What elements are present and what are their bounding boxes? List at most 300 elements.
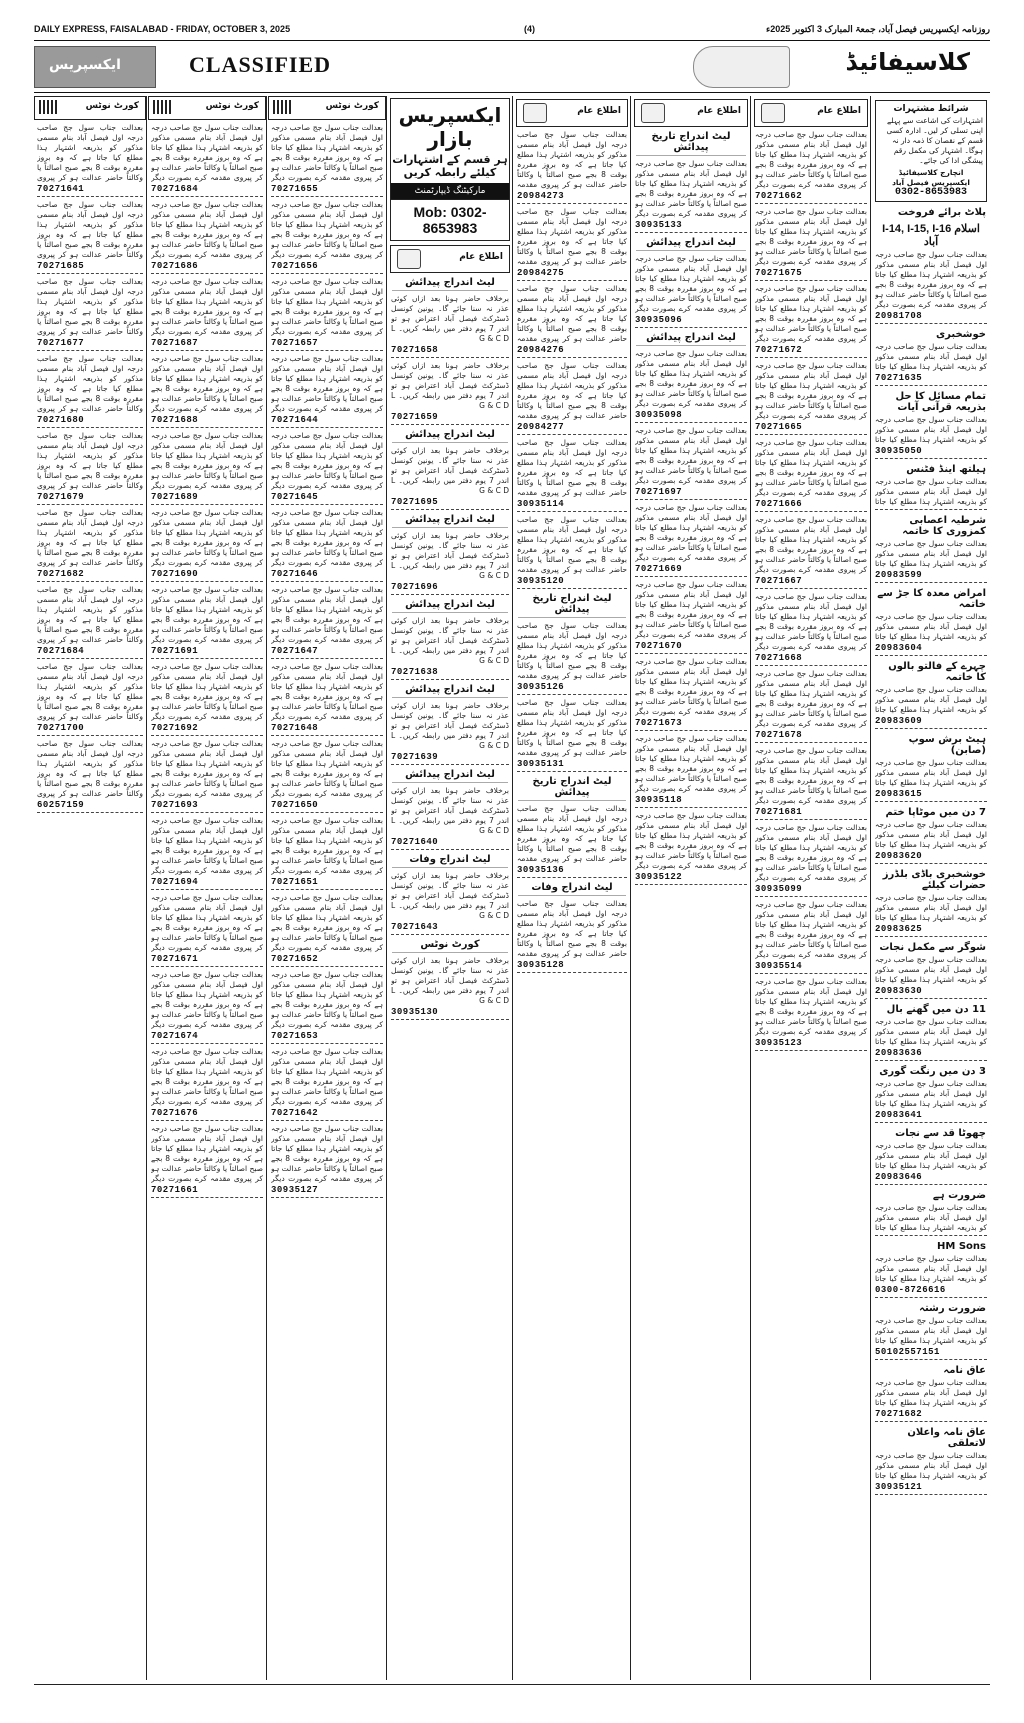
- masthead-rule: [34, 92, 990, 93]
- ad-phone: 20984276: [517, 345, 565, 355]
- section-title: کورٹ نوٹس: [392, 939, 508, 953]
- classified-ad: [268, 354, 386, 428]
- ad-phone: 70271667: [755, 576, 803, 586]
- ad-phone: 20984273: [517, 191, 565, 201]
- ad-text: بعدالت جناب سول جج صاحب درجہ اول فیصل آباد بنام مسمی مذکور کو بذریعہ اشتہار ہذا مطلع کیا جاتا ہے کہ وہ بروز مقررہ بوقت 8 بجے صبح اصالتاً یا وکالتاً حاضر عدالت ہو کر پیروی مقدمہ: [517, 698, 627, 757]
- classified-ad: [34, 277, 146, 351]
- classified-ad: [268, 123, 386, 197]
- classified-ad: [148, 585, 266, 659]
- ad-phone: 30935136: [517, 865, 565, 875]
- rail-ad: [872, 415, 990, 459]
- classified-ad: [34, 431, 146, 505]
- ad-text: بعدالت جناب سول جج صاحب درجہ اول فیصل آباد بنام مسمی مذکور کو بذریعہ اشتہار ہذا مطلع کیا جاتا ہے کہ وہ بروز مقررہ بوقت 8 بجے صبح اصالتاً یا وکالتاً حاضر عدالت ہو کر پیروی مقدمہ کرے بصورت دیگر: [151, 200, 263, 259]
- classified-ad: [268, 431, 386, 505]
- classified-ad: [148, 893, 266, 967]
- rail-ad-title: 11 دن میں گھنے بال: [886, 1004, 986, 1015]
- ad-text: بعدالت جناب سول جج صاحب درجہ اول فیصل آباد بنام مسمی مذکور کو بذریعہ اشتہار ہذا مطلع کیا جاتا ہے کہ وہ بروز مقررہ بوقت 8 بجے صبح اصالتاً یا وکالتاً حاضر عدالت ہو کر پیروی مقدمہ کرے بصورت دیگر: [635, 503, 747, 562]
- classified-ad: [632, 580, 750, 654]
- ad-text: بعدالت جناب سول جج صاحب درجہ اول فیصل آباد بنام مسمی مذکور کو بذریعہ اشتہار ہذا مطلع کیا جاتا ہے کہ وہ بروز مقررہ بوقت 8 بجے صبح اصالتاً یا وکالتاً حاضر عدالت ہو کر پیروی مقدمہ کرے بصورت دیگر: [635, 254, 747, 313]
- section-title: لیٹ اندراج تاریخ پیدائش: [636, 131, 746, 156]
- rail-ad-phone: 30935121: [875, 1482, 923, 1492]
- ad-phone: 30935131: [517, 759, 565, 769]
- ad-phone: 70271641: [37, 184, 85, 194]
- ad-text: بعدالت جناب سول جج صاحب درجہ اول فیصل آباد بنام مسمی مذکور کو بذریعہ اشتہار ہذا مطلع کیا جاتا ہے کہ وہ بروز مقررہ بوقت 8 بجے صبح اصالتاً یا وکالتاً حاضر عدالت ہو کر پیروی مقدمہ: [517, 130, 627, 189]
- ad-text: بعدالت جناب سول جج صاحب درجہ اول فیصل آباد بنام مسمی مذکور کو بذریعہ اشتہار ہذا مطلع کیا جاتا ہے کہ وہ بروز مقررہ بوقت 8 بجے صبح اصالتاً یا وکالتاً حاضر عدالت ہو کر پیروی مقدمہ کرے بصورت دیگر: [151, 893, 263, 952]
- ad-phone: 30935514: [755, 961, 803, 971]
- classified-ad: [388, 956, 512, 1020]
- banner-mobile: Mob: 0302-8653983: [391, 199, 509, 240]
- classified-ad: [34, 739, 146, 813]
- rail-ad-title: ضرورت رشتہ: [919, 1303, 986, 1314]
- ad-phone: 30935096: [635, 315, 683, 325]
- rail-ad-phone: 20983625: [875, 924, 923, 934]
- rail-ad: [872, 955, 990, 999]
- ad-phone: 70271675: [755, 268, 803, 278]
- rail-ad-title: امراض معدہ کا جڑ سے خاتمہ: [877, 588, 986, 610]
- ad-text: بعدالت جناب سول جج صاحب درجہ اول فیصل آباد بنام مسمی مذکور کو بذریعہ اشتہار ہذا مطلع کیا جاتا ہے کہ وہ بروز مقررہ بوقت 8 بجے صبح اصالتاً یا وکالتاً حاضر عدالت ہو کر پیروی مقدمہ کرے بصورت دیگر: [755, 823, 867, 882]
- ad-phone: 70271662: [755, 191, 803, 201]
- ad-phone: 30935122: [635, 872, 683, 882]
- ad-phone: 70271642: [271, 1108, 319, 1118]
- ad-phone: 70271655: [271, 184, 319, 194]
- terms-text: اشتہارات کی اشاعت سے پہلے اپنی تسلی کر لیں۔ ادارہ کسی قسم کے نقصان کا ذمہ دار نہ ہوگا۔ اشتہار کی مکمل رقم پیشگی ادا کی جائے۔: [886, 116, 983, 165]
- classified-ad: [752, 900, 870, 974]
- classified-ad: [752, 746, 870, 820]
- classified-ad: [752, 515, 870, 589]
- classified-ad: [388, 531, 512, 595]
- ad-text: بعدالت جناب سول جج صاحب درجہ اول فیصل آباد بنام مسمی مذکور کو بذریعہ اشتہار ہذا مطلع کیا جاتا ہے کہ وہ بروز مقررہ بوقت 8 بجے صبح اصالتاً یا وکالتاً حاضر عدالت ہو کر پیروی مقدمہ کرے بصورت دیگر: [755, 669, 867, 728]
- ad-phone: 70271651: [271, 877, 319, 887]
- rail-ad: [872, 1203, 990, 1236]
- ad-phone: 70271645: [271, 492, 319, 502]
- top-rule: [34, 40, 990, 41]
- rail-ad-phone: 20983604: [875, 643, 923, 653]
- ad-phone: 30935133: [635, 220, 683, 230]
- classified-ad: [268, 277, 386, 351]
- rail-ad: [872, 1079, 990, 1123]
- ad-phone: 70271656: [271, 261, 319, 271]
- ad-text: برخلاف حاضر ہونا بعد ازاں کوئی عذر نہ سنا جائے گا۔ یونین کونسل ڈسٹرکٹ فیصل آباد اعتراض ہو تو اندر 7 یوم دفتر میں رابطہ کریں۔ L G & C D: [391, 361, 509, 410]
- section-title: لیٹ اندراج تاریخ پیدائش: [518, 776, 626, 801]
- ad-text: بعدالت جناب سول جج صاحب درجہ اول فیصل آباد بنام مسمی مذکور کو بذریعہ اشتہار ہذا مطلع کیا جاتا ہے کہ وہ بروز مقررہ بوقت 8 بجے صبح اصالتاً یا وکالتاً حاضر عدالت ہو کر پیروی مقدمہ کرے بصورت دیگر: [271, 508, 383, 567]
- ad-text: بعدالت جناب سول جج صاحب درجہ اول فیصل آباد بنام مسمی مذکور کو بذریعہ اشتہار ہذا مطلع کیا جاتا ہے کہ وہ بروز مقررہ بوقت 8 بجے صبح اصالتاً یا وکالتاً حاضر عدالت ہو کر پیروی مقدمہ: [517, 515, 627, 574]
- ad-text: بعدالت جناب سول جج صاحب درجہ اول فیصل آباد بنام مسمی مذکور کو بذریعہ اشتہار ہذا مطلع کیا جاتا ہے کہ وہ بروز مقررہ بوقت 8 بجے صبح اصالتاً یا وکالتاً حاضر عدالت ہو کر پیروی: [37, 508, 143, 567]
- classified-ad: [268, 816, 386, 890]
- court-notice-header: کورٹ نوٹس: [148, 96, 266, 120]
- ad-phone: 70271693: [151, 800, 199, 810]
- ad-text: بعدالت جناب سول جج صاحب درجہ اول فیصل آباد بنام مسمی مذکور کو بذریعہ اشتہار ہذا مطلع کیا جاتا ہے کہ وہ بروز مقررہ بوقت 8 بجے صبح اصالتاً یا وکالتاً حاضر عدالت ہو کر پیروی مقدمہ کرے بصورت دیگر: [635, 811, 747, 870]
- rail-ad-text: بعدالت جناب سول جج صاحب درجہ اول فیصل آباد بنام مسمی مذکور کو بذریعہ اشتہار ہذا مطلع کیا جاتا: [875, 612, 987, 641]
- general-notice-header: اطلاع عام: [634, 99, 748, 127]
- classified-ad: [148, 739, 266, 813]
- rail-ad-text: بعدالت جناب سول جج صاحب درجہ اول فیصل آباد بنام مسمی مذکور کو بذریعہ اشتہار ہذا مطلع کیا جاتا: [875, 415, 987, 444]
- ad-text: بعدالت جناب سول جج صاحب درجہ اول فیصل آباد بنام مسمی مذکور کو بذریعہ اشتہار ہذا مطلع کیا جاتا ہے کہ وہ بروز مقررہ بوقت 8 بجے صبح اصالتاً یا وکالتاً حاضر عدالت ہو کر پیروی مقدمہ کرے بصورت دیگر: [151, 1124, 263, 1183]
- megaphone-icon: [641, 103, 665, 123]
- classified-ad: [632, 349, 750, 423]
- classified-ad: [514, 698, 630, 772]
- rail-ad: [872, 820, 990, 864]
- ad-text: بعدالت جناب سول جج صاحب درجہ اول فیصل آباد بنام مسمی مذکور کو بذریعہ اشتہار ہذا مطلع کیا جاتا ہے کہ وہ بروز مقررہ بوقت 8 بجے صبح اصالتاً یا وکالتاً حاضر عدالت ہو کر پیروی مقدمہ کرے بصورت دیگر: [755, 284, 867, 343]
- classified-title-en: CLASSIFIED: [189, 52, 332, 77]
- rail-ad-text: بعدالت جناب سول جج صاحب درجہ اول فیصل آباد بنام مسمی مذکور کو بذریعہ اشتہار ہذا مطلع کیا جاتا: [875, 1254, 987, 1283]
- classified-ad: [388, 361, 512, 425]
- rail-ad: [872, 1254, 990, 1298]
- rail-ad-title: HM Sons: [937, 1241, 986, 1252]
- ad-phone: 30935118: [635, 795, 683, 805]
- column-6: [632, 96, 750, 1680]
- column-5: [514, 96, 630, 1680]
- ad-text: بعدالت جناب سول جج صاحب درجہ اول فیصل آباد بنام مسمی مذکور کو بذریعہ اشتہار ہذا مطلع کیا جاتا ہے کہ وہ بروز مقررہ بوقت 8 بجے صبح اصالتاً یا وکالتاً حاضر عدالت ہو کر پیروی مقدمہ کرے بصورت دیگر: [151, 585, 263, 644]
- ad-phone: 70271677: [37, 338, 85, 348]
- classified-ad: [34, 585, 146, 659]
- ad-text: بعدالت جناب سول جج صاحب درجہ اول فیصل آباد بنام مسمی مذکور کو بذریعہ اشتہار ہذا مطلع کیا جاتا ہے کہ وہ بروز مقررہ بوقت 8 بجے صبح اصالتاً یا وکالتاً حاضر عدالت ہو کر پیروی مقدمہ کرے بصورت دیگر: [755, 130, 867, 189]
- column-1: [34, 96, 146, 1680]
- ad-text: بعدالت جناب سول جج صاحب درجہ اول فیصل آباد بنام مسمی مذکور کو بذریعہ اشتہار ہذا مطلع کیا جاتا ہے کہ وہ بروز مقررہ بوقت 8 بجے صبح اصالتاً یا وکالتاً حاضر عدالت ہو کر پیروی مقدمہ کرے بصورت دیگر: [755, 207, 867, 266]
- rail-ad-title: ہیلتھ اینڈ فٹنس: [906, 464, 986, 475]
- court-notice-header: کورٹ نوٹس: [268, 96, 386, 120]
- section-title: لیٹ اندراج پیدائش: [392, 599, 508, 613]
- express-logo: ایکسپریس: [34, 46, 156, 88]
- rail-ad-title: عاق نامہ واعلان لاتعلقی: [907, 1427, 986, 1449]
- classified-ad: [632, 811, 750, 885]
- section-title: لیٹ اندراج پیدائش: [392, 429, 508, 443]
- ad-text: بعدالت جناب سول جج صاحب درجہ اول فیصل آباد بنام مسمی مذکور کو بذریعہ اشتہار ہذا مطلع کیا جاتا ہے کہ وہ بروز مقررہ بوقت 8 بجے صبح اصالتاً یا وکالتاً حاضر عدالت ہو کر پیروی مقدمہ کرے بصورت دیگر: [271, 970, 383, 1029]
- ad-text: بعدالت جناب سول جج صاحب درجہ اول فیصل آباد بنام مسمی مذکور کو بذریعہ اشتہار ہذا مطلع کیا جاتا ہے کہ وہ بروز مقررہ بوقت 8 بجے صبح اصالتاً یا وکالتاً حاضر عدالت ہو کر پیروی مقدمہ: [517, 438, 627, 497]
- classified-ad: [388, 871, 512, 935]
- ad-phone: 30935099: [755, 884, 803, 894]
- classified-ad: [632, 254, 750, 328]
- classified-ad: [268, 893, 386, 967]
- ad-text: بعدالت جناب سول جج صاحب درجہ اول فیصل آباد بنام مسمی مذکور کو بذریعہ اشتہار ہذا مطلع کیا جاتا ہے کہ وہ بروز مقررہ بوقت 8 بجے صبح اصالتاً یا وکالتاً حاضر عدالت ہو کر پیروی مقدمہ کرے بصورت دیگر: [635, 159, 747, 218]
- rail-ad-phone: 70271635: [875, 373, 923, 383]
- classified-ad: [268, 662, 386, 736]
- rail-ad-text: بعدالت جناب سول جج صاحب درجہ اول فیصل آباد بنام مسمی مذکور کو بذریعہ اشتہار ہذا مطلع کیا جاتا: [875, 820, 987, 849]
- gavel-icon: [273, 100, 291, 114]
- ad-text: بعدالت جناب سول جج صاحب درجہ اول فیصل آباد بنام مسمی مذکور کو بذریعہ اشتہار ہذا مطلع کیا جاتا ہے کہ وہ بروز مقررہ بوقت 8 بجے صبح اصالتاً یا وکالتاً حاضر عدالت ہو کر پیروی مقدمہ: [517, 361, 627, 420]
- section-title: لیٹ اندراج تاریخ پیدائش: [518, 593, 626, 618]
- ad-phone: 70271688: [151, 415, 199, 425]
- ad-text: بعدالت جناب سول جج صاحب درجہ اول فیصل آباد بنام مسمی مذکور کو بذریعہ اشتہار ہذا مطلع کیا جاتا ہے کہ وہ بروز مقررہ بوقت 8 بجے صبح اصالتاً یا وکالتاً حاضر عدالت ہو کر پیروی مقدمہ کرے بصورت دیگر: [151, 431, 263, 490]
- ad-phone: 70271678: [755, 730, 803, 740]
- ad-phone: 70271670: [635, 641, 683, 651]
- express-bazaar-banner: [390, 98, 510, 241]
- classified-ad: [752, 592, 870, 666]
- rail-ad-text: بعدالت جناب سول جج صاحب درجہ اول فیصل آباد بنام مسمی مذکور کو بذریعہ اشتہار ہذا مطلع کیا جاتا: [875, 539, 987, 568]
- ad-phone: 70271687: [151, 338, 199, 348]
- rail-ad-text: بعدالت جناب سول جج صاحب درجہ اول فیصل آباد بنام مسمی مذکور کو بذریعہ اشتہار ہذا مطلع کیا جاتا: [875, 893, 987, 922]
- ad-text: بعدالت جناب سول جج صاحب درجہ اول فیصل آباد بنام مسمی مذکور کو بذریعہ اشتہار ہذا مطلع کیا جاتا ہے کہ وہ بروز مقررہ بوقت 8 بجے صبح اصالتاً یا وکالتاً حاضر عدالت ہو کر پیروی مقدمہ کرے بصورت دیگر: [271, 1124, 383, 1183]
- ad-phone: 70271696: [391, 582, 439, 592]
- rail-ad-text: بعدالت جناب سول جج صاحب درجہ اول فیصل آباد بنام مسمی مذکور کو بذریعہ اشتہار ہذا مطلع کیا جاتا: [875, 1316, 987, 1345]
- ad-phone: 70271686: [151, 261, 199, 271]
- classified-ad: [388, 294, 512, 358]
- ad-text: بعدالت جناب سول جج صاحب درجہ اول فیصل آباد بنام مسمی مذکور کو بذریعہ اشتہار ہذا مطلع کیا جاتا ہے کہ وہ بروز مقررہ بوقت 8 بجے صبح اصالتاً یا وکالتاً حاضر عدالت ہو کر پیروی مقدمہ کرے بصورت دیگر: [151, 970, 263, 1029]
- ad-text: بعدالت جناب سول جج صاحب درجہ اول فیصل آباد بنام مسمی مذکور کو بذریعہ اشتہار ہذا مطلع کیا جاتا ہے کہ وہ بروز مقررہ بوقت 8 بجے صبح اصالتاً یا وکالتاً حاضر عدالت ہو کر پیروی: [37, 431, 143, 490]
- classified-ad: [268, 970, 386, 1044]
- column-4: [388, 96, 512, 1680]
- classified-ad: [514, 284, 630, 358]
- classified-ad: [34, 354, 146, 428]
- plot-sectors: I-14, I-15, I-16 اسلام آباد: [882, 223, 980, 248]
- rail-ad-title: ہیٹ برش سوپ (صابن): [908, 734, 986, 756]
- megaphone-icon: [397, 249, 421, 269]
- section-title: لیٹ اندراج پیدائش: [636, 237, 746, 251]
- rail-ad-phone: 70271682: [875, 1409, 923, 1419]
- ad-phone: 20984275: [517, 268, 565, 278]
- classified-ad: [148, 1124, 266, 1198]
- ad-text: بعدالت جناب سول جج صاحب درجہ اول فیصل آباد بنام مسمی مذکور کو بذریعہ اشتہار ہذا مطلع کیا جاتا ہے کہ وہ بروز مقررہ بوقت 8 بجے صبح اصالتاً یا وکالتاً حاضر عدالت ہو کر پیروی مقدمہ کرے بصورت دیگر: [271, 277, 383, 336]
- rail-ad: [872, 342, 990, 386]
- folio: [34, 24, 990, 38]
- classified-ad: [752, 669, 870, 743]
- ad-text: بعدالت جناب سول جج صاحب درجہ اول فیصل آباد بنام مسمی مذکور کو بذریعہ اشتہار ہذا مطلع کیا جاتا ہے کہ وہ بروز مقررہ بوقت 8 بجے صبح اصالتاً یا وکالتاً حاضر عدالت ہو کر پیروی مقدمہ کرے بصورت دیگر: [755, 900, 867, 959]
- court-notice-header: کورٹ نوٹس: [34, 96, 146, 120]
- ad-phone: 70271674: [151, 1031, 199, 1041]
- section-title: لیٹ اندراج وفات: [518, 882, 626, 896]
- rail-ad-phone: 30935050: [875, 446, 923, 456]
- ad-text: بعدالت جناب سول جج صاحب درجہ اول فیصل آباد بنام مسمی مذکور کو بذریعہ اشتہار ہذا مطلع کیا جاتا ہے کہ وہ بروز مقررہ بوقت 8 بجے صبح اصالتاً یا وکالتاً حاضر عدالت ہو کر پیروی مقدمہ کرے بصورت دیگر: [635, 657, 747, 716]
- rail-ad-text: بعدالت جناب سول جج صاحب درجہ اول فیصل آباد بنام مسمی مذکور کو بذریعہ اشتہار ہذا مطلع کیا جاتا: [875, 342, 987, 371]
- ad-text: بعدالت جناب سول جج صاحب درجہ اول فیصل آباد بنام مسمی مذکور کو بذریعہ اشتہار ہذا مطلع کیا جاتا ہے کہ وہ بروز مقررہ بوقت 8 بجے صبح اصالتاً یا وکالتاً حاضر عدالت ہو کر پیروی مقدمہ کرے بصورت دیگر: [151, 123, 263, 182]
- ad-text: برخلاف حاضر ہونا بعد ازاں کوئی عذر نہ سنا جائے گا۔ یونین کونسل ڈسٹرکٹ فیصل آباد اعتراض ہو تو اندر 7 یوم دفتر میں رابطہ کریں۔ L G & C D: [391, 294, 509, 343]
- classified-ad: [752, 130, 870, 204]
- section-title: لیٹ اندراج پیدائش: [392, 514, 508, 528]
- rail-ad-title: چہرے کے فالتو بالوں کا خاتمہ: [888, 661, 986, 683]
- ad-phone: 20984277: [517, 422, 565, 432]
- ad-text: برخلاف حاضر ہونا بعد ازاں کوئی عذر نہ سنا جائے گا۔ یونین کونسل ڈسٹرکٹ فیصل آباد اعتراض ہو تو اندر 7 یوم دفتر میں رابطہ کریں۔ L G & C D: [391, 446, 509, 495]
- classified-ad: [268, 1047, 386, 1121]
- terms-title: شرائط مشتہرات: [893, 104, 969, 114]
- ad-text: بعدالت جناب سول جج صاحب درجہ اول فیصل آباد بنام مسمی مذکور کو بذریعہ اشتہار ہذا مطلع کیا جاتا ہے کہ وہ بروز مقررہ بوقت 8 بجے صبح اصالتاً یا وکالتاً حاضر عدالت ہو کر پیروی: [37, 739, 143, 798]
- ad-phone: 30935127: [271, 1185, 319, 1195]
- rail-ad-title: خوشخبری: [936, 329, 986, 340]
- ad-phone: 30935128: [517, 960, 565, 970]
- rail-ad-phone: 50102557151: [875, 1347, 940, 1357]
- ad-phone: 70271652: [271, 954, 319, 964]
- rail-ad: [872, 1378, 990, 1422]
- classified-ad: [148, 354, 266, 428]
- banner-dept: مارکیٹنگ ڈیپارٹمنٹ: [391, 183, 509, 199]
- classified-ad: [632, 159, 750, 233]
- classified-ad: [34, 200, 146, 274]
- ad-phone: 30935123: [755, 1038, 803, 1048]
- ad-phone: 70271640: [391, 837, 439, 847]
- rail-ad-title: 7 دن میں موٹاپا ختم: [885, 807, 986, 818]
- general-notice-header: اطلاع عام: [754, 99, 868, 127]
- column-7: [752, 96, 870, 1680]
- ad-phone: 70271700: [37, 723, 85, 733]
- ad-phone: 70271638: [391, 667, 439, 677]
- megaphone-icon: [523, 103, 547, 123]
- ad-text: بعدالت جناب سول جج صاحب درجہ اول فیصل آباد بنام مسمی مذکور کو بذریعہ اشتہار ہذا مطلع کیا جاتا ہے کہ وہ بروز مقررہ بوقت 8 بجے صبح اصالتاً یا وکالتاً حاضر عدالت ہو کر پیروی مقدمہ کرے بصورت دیگر: [755, 438, 867, 497]
- classified-ad: [514, 130, 630, 204]
- ad-text: بعدالت جناب سول جج صاحب درجہ اول فیصل آباد بنام مسمی مذکور کو بذریعہ اشتہار ہذا مطلع کیا جاتا ہے کہ وہ بروز مقررہ بوقت 8 بجے صبح اصالتاً یا وکالتاً حاضر عدالت ہو کر پیروی مقدمہ: [517, 804, 627, 863]
- section-title: لیٹ اندراج پیدائش: [392, 684, 508, 698]
- ad-text: بعدالت جناب سول جج صاحب درجہ اول فیصل آباد بنام مسمی مذکور کو بذریعہ اشتہار ہذا مطلع کیا جاتا ہے کہ وہ بروز مقررہ بوقت 8 بجے صبح اصالتاً یا وکالتاً حاضر عدالت ہو کر پیروی مقدمہ: [517, 207, 627, 266]
- gavel-icon: [39, 100, 57, 114]
- folio-date-ur: روزنامہ ایکسپریس فیصل آباد، جمعۃ المبارک 3 اکتوبر 2025ء: [766, 24, 990, 34]
- rail-ad-phone: 20983620: [875, 851, 923, 861]
- megaphone-icon: [761, 103, 785, 123]
- ad-phone: 70271685: [37, 261, 85, 271]
- ad-phone: 70271653: [271, 1031, 319, 1041]
- rail-ad: [872, 1141, 990, 1185]
- ad-phone: 30935126: [517, 682, 565, 692]
- ad-text: بعدالت جناب سول جج صاحب درجہ اول فیصل آباد بنام مسمی مذکور کو بذریعہ اشتہار ہذا مطلع کیا جاتا ہے کہ وہ بروز مقررہ بوقت 8 بجے صبح اصالتاً یا وکالتاً حاضر عدالت ہو کر پیروی مقدمہ کرے بصورت دیگر: [151, 662, 263, 721]
- ad-text: بعدالت جناب سول جج صاحب درجہ اول فیصل آباد بنام مسمی مذکور کو بذریعہ اشتہار ہذا مطلع کیا جاتا ہے کہ وہ بروز مقررہ بوقت 8 بجے صبح اصالتاً یا وکالتاً حاضر عدالت ہو کر پیروی مقدمہ کرے بصورت دیگر: [271, 431, 383, 490]
- rail-ad: [872, 1451, 990, 1495]
- ad-text: بعدالت جناب سول جج صاحب درجہ اول فیصل آباد بنام مسمی مذکور کو بذریعہ اشتہار ہذا مطلع کیا جاتا ہے کہ وہ بروز مقررہ بوقت 8 بجے صبح اصالتاً یا وکالتاً حاضر عدالت ہو کر پیروی: [37, 354, 143, 413]
- ad-text: بعدالت جناب سول جج صاحب درجہ اول فیصل آباد بنام مسمی مذکور کو بذریعہ اشتہار ہذا مطلع کیا جاتا ہے کہ وہ بروز مقررہ بوقت 8 بجے صبح اصالتاً یا وکالتاً حاضر عدالت ہو کر پیروی مقدمہ کرے بصورت دیگر: [151, 277, 263, 336]
- classified-ad: [514, 621, 630, 695]
- ad-text: برخلاف حاضر ہونا بعد ازاں کوئی عذر نہ سنا جائے گا۔ یونین کونسل ڈسٹرکٹ فیصل آباد اعتراض ہو تو اندر 7 یوم دفتر میں رابطہ کریں۔ L G & C D: [391, 956, 509, 1005]
- ad-phone: 70271689: [151, 492, 199, 502]
- ad-text: بعدالت جناب سول جج صاحب درجہ اول فیصل آباد بنام مسمی مذکور کو بذریعہ اشتہار ہذا مطلع کیا جاتا ہے کہ وہ بروز مقررہ بوقت 8 بجے صبح اصالتاً یا وکالتاً حاضر عدالت ہو کر پیروی مقدمہ کرے بصورت دیگر: [271, 893, 383, 952]
- masthead: [34, 46, 990, 90]
- rail-ad-title: تمام مسائل کا حل بذریعہ قرآنی آیات: [895, 391, 986, 413]
- classified-ad: [148, 431, 266, 505]
- rail-ad-phone: 20983630: [875, 986, 923, 996]
- rail-ad-title: خوشخبری باڈی بلڈرز حضرات کیلئے: [882, 869, 986, 891]
- classified-ad: [514, 361, 630, 435]
- ad-text: بعدالت جناب سول جج صاحب درجہ اول فیصل آباد بنام مسمی مذکور کو بذریعہ اشتہار ہذا مطلع کیا جاتا ہے کہ وہ بروز مقررہ بوقت 8 بجے صبح اصالتاً یا وکالتاً حاضر عدالت ہو کر پیروی: [37, 662, 143, 721]
- rail-ad: [872, 477, 990, 510]
- banner-subtitle: ہر قسم کے اشتہارات کیلئے رابطہ کریں: [392, 153, 508, 179]
- rail-ad-phone: 20983599: [875, 570, 923, 580]
- rail-ad-title: 3 دن میں رنگت گوری: [879, 1066, 986, 1077]
- ad-phone: 70271647: [271, 646, 319, 656]
- ad-phone: 70271669: [635, 564, 683, 574]
- plot-ad: بعدالت جناب سول جج صاحب درجہ اول فیصل آباد بنام مسمی مذکور کو بذریعہ اشتہار ہذا مطلع کیا جاتا ہے کہ وہ بروز مقررہ بوقت 8 بجے صبح اصالتاً یا وکالتاً حاضر عدالت ہو کر پیروی مقدمہ کرے بصورت دیگر 20981708: [872, 250, 990, 324]
- ad-phone: 70271679: [37, 492, 85, 502]
- ad-phone: 70271684: [37, 646, 85, 656]
- classified-ad: [148, 123, 266, 197]
- rail-ad-title: شرطیہ اعصابی کمزوری کا خاتمہ: [902, 515, 986, 537]
- classified-ad: [752, 361, 870, 435]
- ad-text: بعدالت جناب سول جج صاحب درجہ اول فیصل آباد بنام مسمی مذکور کو بذریعہ اشتہار ہذا مطلع کیا جاتا ہے کہ وہ بروز مقررہ بوقت 8 بجے صبح اصالتاً یا وکالتاً حاضر عدالت ہو کر پیروی مقدمہ کرے بصورت دیگر: [755, 977, 867, 1036]
- classified-ad: [268, 200, 386, 274]
- ad-phone: 70271657: [271, 338, 319, 348]
- classified-ad: [34, 662, 146, 736]
- page-number: (4): [524, 24, 535, 34]
- ad-phone: 70271681: [755, 807, 803, 817]
- ad-phone: 70271684: [151, 184, 199, 194]
- classified-ad: [268, 508, 386, 582]
- decorative-art: [693, 46, 790, 88]
- ad-phone: 70271682: [37, 569, 85, 579]
- ad-text: بعدالت جناب سول جج صاحب درجہ اول فیصل آباد بنام مسمی مذکور کو بذریعہ اشتہار ہذا مطلع کیا جاتا ہے کہ وہ بروز مقررہ بوقت 8 بجے صبح اصالتاً یا وکالتاً حاضر عدالت ہو کر پیروی مقدمہ کرے بصورت دیگر: [271, 662, 383, 721]
- rail-ad: [872, 893, 990, 937]
- gavel-icon: [153, 100, 171, 114]
- ad-phone: 70271697: [635, 487, 683, 497]
- ad-text: بعدالت جناب سول جج صاحب درجہ اول فیصل آباد بنام مسمی مذکور کو بذریعہ اشتہار ہذا مطلع کیا جاتا ہے کہ وہ بروز مقررہ بوقت 8 بجے صبح اصالتاً یا وکالتاً حاضر عدالت ہو کر پیروی مقدمہ کرے بصورت دیگر: [151, 354, 263, 413]
- ad-phone: 70271648: [271, 723, 319, 733]
- ad-text: بعدالت جناب سول جج صاحب درجہ اول فیصل آباد بنام مسمی مذکور کو بذریعہ اشتہار ہذا مطلع کیا جاتا ہے کہ وہ بروز مقررہ بوقت 8 بجے صبح اصالتاً یا وکالتاً حاضر عدالت ہو کر پیروی مقدمہ کرے بصورت دیگر: [271, 1047, 383, 1106]
- ad-text: بعدالت جناب سول جج صاحب درجہ اول فیصل آباد بنام مسمی مذکور کو بذریعہ اشتہار ہذا مطلع کیا جاتا ہے کہ وہ بروز مقررہ بوقت 8 بجے صبح اصالتاً یا وکالتاً حاضر عدالت ہو کر پیروی مقدمہ: [517, 899, 627, 958]
- classified-ad: [752, 438, 870, 512]
- ad-phone: 70271666: [755, 499, 803, 509]
- rail-ad-phone: 0300-8726616: [875, 1285, 946, 1295]
- rail-ad-text: بعدالت جناب سول جج صاحب درجہ اول فیصل آباد بنام مسمی مذکور کو بذریعہ اشتہار ہذا مطلع کیا جاتا: [875, 685, 987, 714]
- rail-ad-text: بعدالت جناب سول جج صاحب درجہ اول فیصل آباد بنام مسمی مذکور کو بذریعہ اشتہار ہذا مطلع کیا جاتا: [875, 1079, 987, 1108]
- ad-text: بعدالت جناب سول جج صاحب درجہ اول فیصل آباد بنام مسمی مذکور کو بذریعہ اشتہار ہذا مطلع کیا جاتا ہے کہ وہ بروز مقررہ بوقت 8 بجے صبح اصالتاً یا وکالتاً حاضر عدالت ہو کر پیروی مقدمہ: [517, 621, 627, 680]
- classified-ad: [148, 508, 266, 582]
- classified-ad: [34, 123, 146, 197]
- classified-ad: [148, 662, 266, 736]
- classified-ad: [388, 446, 512, 510]
- ad-phone: 70271646: [271, 569, 319, 579]
- rail-ad-text: بعدالت جناب سول جج صاحب درجہ اول فیصل آباد بنام مسمی مذکور کو بذریعہ اشتہار ہذا مطلع کیا جاتا: [875, 1203, 987, 1232]
- ad-text: بعدالت جناب سول جج صاحب درجہ اول فیصل آباد بنام مسمی مذکور کو بذریعہ اشتہار ہذا مطلع کیا جاتا ہے کہ وہ بروز مقررہ بوقت 8 بجے صبح اصالتاً یا وکالتاً حاضر عدالت ہو کر پیروی مقدمہ کرے بصورت دیگر: [755, 515, 867, 574]
- ad-text: بعدالت جناب سول جج صاحب درجہ اول فیصل آباد بنام مسمی مذکور کو بذریعہ اشتہار ہذا مطلع کیا جاتا ہے کہ وہ بروز مقررہ بوقت 8 بجے صبح اصالتاً یا وکالتاً حاضر عدالت ہو کر پیروی مقدمہ کرے بصورت دیگر: [151, 508, 263, 567]
- rail-ad: [872, 539, 990, 583]
- section-title: لیٹ اندراج وفات: [392, 854, 508, 868]
- rail-ad: [872, 1017, 990, 1061]
- ad-text: بعدالت جناب سول جج صاحب درجہ اول فیصل آباد بنام مسمی مذکور کو بذریعہ اشتہار ہذا مطلع کیا جاتا ہے کہ وہ بروز مقررہ بوقت 8 بجے صبح اصالتاً یا وکالتاً حاضر عدالت ہو کر پیروی مقدمہ: [517, 284, 627, 343]
- ad-phone: 70271692: [151, 723, 199, 733]
- rail-ad-text: بعدالت جناب سول جج صاحب درجہ اول فیصل آباد بنام مسمی مذکور کو بذریعہ اشتہار ہذا مطلع کیا جاتا: [875, 1378, 987, 1407]
- ad-text: بعدالت جناب سول جج صاحب درجہ اول فیصل آباد بنام مسمی مذکور کو بذریعہ اشتہار ہذا مطلع کیا جاتا ہے کہ وہ بروز مقررہ بوقت 8 بجے صبح اصالتاً یا وکالتاً حاضر عدالت ہو کر پیروی: [37, 277, 143, 336]
- rail-ad-text: بعدالت جناب سول جج صاحب درجہ اول فیصل آباد بنام مسمی مذکور کو بذریعہ اشتہار ہذا مطلع کیا جاتا: [875, 758, 987, 787]
- rail-ad-title: شوگر سے مکمل نجات: [879, 942, 986, 953]
- ad-phone: 70271643: [391, 922, 439, 932]
- classified-ad: [148, 1047, 266, 1121]
- ad-phone: 30935114: [517, 499, 565, 509]
- rail-ad-phone: 20983636: [875, 1048, 923, 1058]
- ad-phone: 70271659: [391, 412, 439, 422]
- ad-text: بعدالت جناب سول جج صاحب درجہ اول فیصل آباد بنام مسمی مذکور کو بذریعہ اشتہار ہذا مطلع کیا جاتا ہے کہ وہ بروز مقررہ بوقت 8 بجے صبح اصالتاً یا وکالتاً حاضر عدالت ہو کر پیروی مقدمہ کرے بصورت دیگر: [271, 354, 383, 413]
- rail-ad-phone: 20983641: [875, 1110, 923, 1120]
- section-title: لیٹ اندراج پیدائش: [636, 332, 746, 346]
- column-2: [148, 96, 266, 1680]
- ad-text: بعدالت جناب سول جج صاحب درجہ اول فیصل آباد بنام مسمی مذکور کو بذریعہ اشتہار ہذا مطلع کیا جاتا ہے کہ وہ بروز مقررہ بوقت 8 بجے صبح اصالتاً یا وکالتاً حاضر عدالت ہو کر پیروی: [37, 585, 143, 644]
- terms-phone: 0302-8653983: [894, 187, 967, 198]
- ad-text: برخلاف حاضر ہونا بعد ازاں کوئی عذر نہ سنا جائے گا۔ یونین کونسل ڈسٹرکٹ فیصل آباد اعتراض ہو تو اندر 7 یوم دفتر میں رابطہ کریں۔ L G & C D: [391, 786, 509, 835]
- rail-ad-text: بعدالت جناب سول جج صاحب درجہ اول فیصل آباد بنام مسمی مذکور کو بذریعہ اشتہار ہذا مطلع کیا جاتا: [875, 1451, 987, 1480]
- section-title: لیٹ اندراج پیدائش: [392, 769, 508, 783]
- terms-box: [875, 100, 987, 202]
- ad-text: بعدالت جناب سول جج صاحب درجہ اول فیصل آباد بنام مسمی مذکور کو بذریعہ اشتہار ہذا مطلع کیا جاتا ہے کہ وہ بروز مقررہ بوقت 8 بجے صبح اصالتاً یا وکالتاً حاضر عدالت ہو کر پیروی مقدمہ کرے بصورت دیگر: [271, 200, 383, 259]
- folio-date-en: DAILY EXPRESS, FAISALABAD - FRIDAY, OCTOBER 3, 2025: [34, 24, 291, 34]
- ad-text: بعدالت جناب سول جج صاحب درجہ اول فیصل آباد بنام مسمی مذکور کو بذریعہ اشتہار ہذا مطلع کیا جاتا ہے کہ وہ بروز مقررہ بوقت 8 بجے صبح اصالتاً یا وکالتاً حاضر عدالت ہو کر پیروی مقدمہ کرے بصورت دیگر: [151, 739, 263, 798]
- classified-ad: [632, 426, 750, 500]
- ad-text: برخلاف حاضر ہونا بعد ازاں کوئی عذر نہ سنا جائے گا۔ یونین کونسل ڈسٹرکٹ فیصل آباد اعتراض ہو تو اندر 7 یوم دفتر میں رابطہ کریں۔ L G & C D: [391, 871, 509, 920]
- ad-text: بعدالت جناب سول جج صاحب درجہ اول فیصل آباد بنام مسمی مذکور کو بذریعہ اشتہار ہذا مطلع کیا جاتا ہے کہ وہ بروز مقررہ بوقت 8 بجے صبح اصالتاً یا وکالتاً حاضر عدالت ہو کر پیروی مقدمہ کرے بصورت دیگر: [151, 816, 263, 875]
- classified-ad: [148, 816, 266, 890]
- rail-ad-text: بعدالت جناب سول جج صاحب درجہ اول فیصل آباد بنام مسمی مذکور کو بذریعہ اشتہار ہذا مطلع کیا جاتا: [875, 955, 987, 984]
- classified-ad: [514, 207, 630, 281]
- classified-ad: [268, 585, 386, 659]
- general-notice-header: اطلاع عام: [516, 99, 628, 127]
- ad-text: برخلاف حاضر ہونا بعد ازاں کوئی عذر نہ سنا جائے گا۔ یونین کونسل ڈسٹرکٹ فیصل آباد اعتراض ہو تو اندر 7 یوم دفتر میں رابطہ کریں۔ L G & C D: [391, 701, 509, 750]
- classified-ad: [752, 977, 870, 1051]
- column-3: [268, 96, 386, 1680]
- right-rail: [872, 96, 990, 1680]
- ad-phone: 70271671: [151, 954, 199, 964]
- bottom-rule: [34, 1684, 990, 1685]
- ad-phone: 70271644: [271, 415, 319, 425]
- ad-text: برخلاف حاضر ہونا بعد ازاں کوئی عذر نہ سنا جائے گا۔ یونین کونسل ڈسٹرکٹ فیصل آباد اعتراض ہو تو اندر 7 یوم دفتر میں رابطہ کریں۔ L G & C D: [391, 616, 509, 665]
- rail-ad: [872, 1316, 990, 1360]
- ad-phone: 70271665: [755, 422, 803, 432]
- classified-ad: [752, 207, 870, 281]
- rail-ad-phone: 20983646: [875, 1172, 923, 1182]
- ad-text: بعدالت جناب سول جج صاحب درجہ اول فیصل آباد بنام مسمی مذکور کو بذریعہ اشتہار ہذا مطلع کیا جاتا ہے کہ وہ بروز مقررہ بوقت 8 بجے صبح اصالتاً یا وکالتاً حاضر عدالت ہو کر پیروی: [37, 123, 143, 182]
- ad-phone: 30935120: [517, 576, 565, 586]
- ad-phone: 70271691: [151, 646, 199, 656]
- classified-ad: [148, 970, 266, 1044]
- ad-text: بعدالت جناب سول جج صاحب درجہ اول فیصل آباد بنام مسمی مذکور کو بذریعہ اشتہار ہذا مطلع کیا جاتا ہے کہ وہ بروز مقررہ بوقت 8 بجے صبح اصالتاً یا وکالتاً حاضر عدالت ہو کر پیروی مقدمہ کرے بصورت دیگر: [271, 585, 383, 644]
